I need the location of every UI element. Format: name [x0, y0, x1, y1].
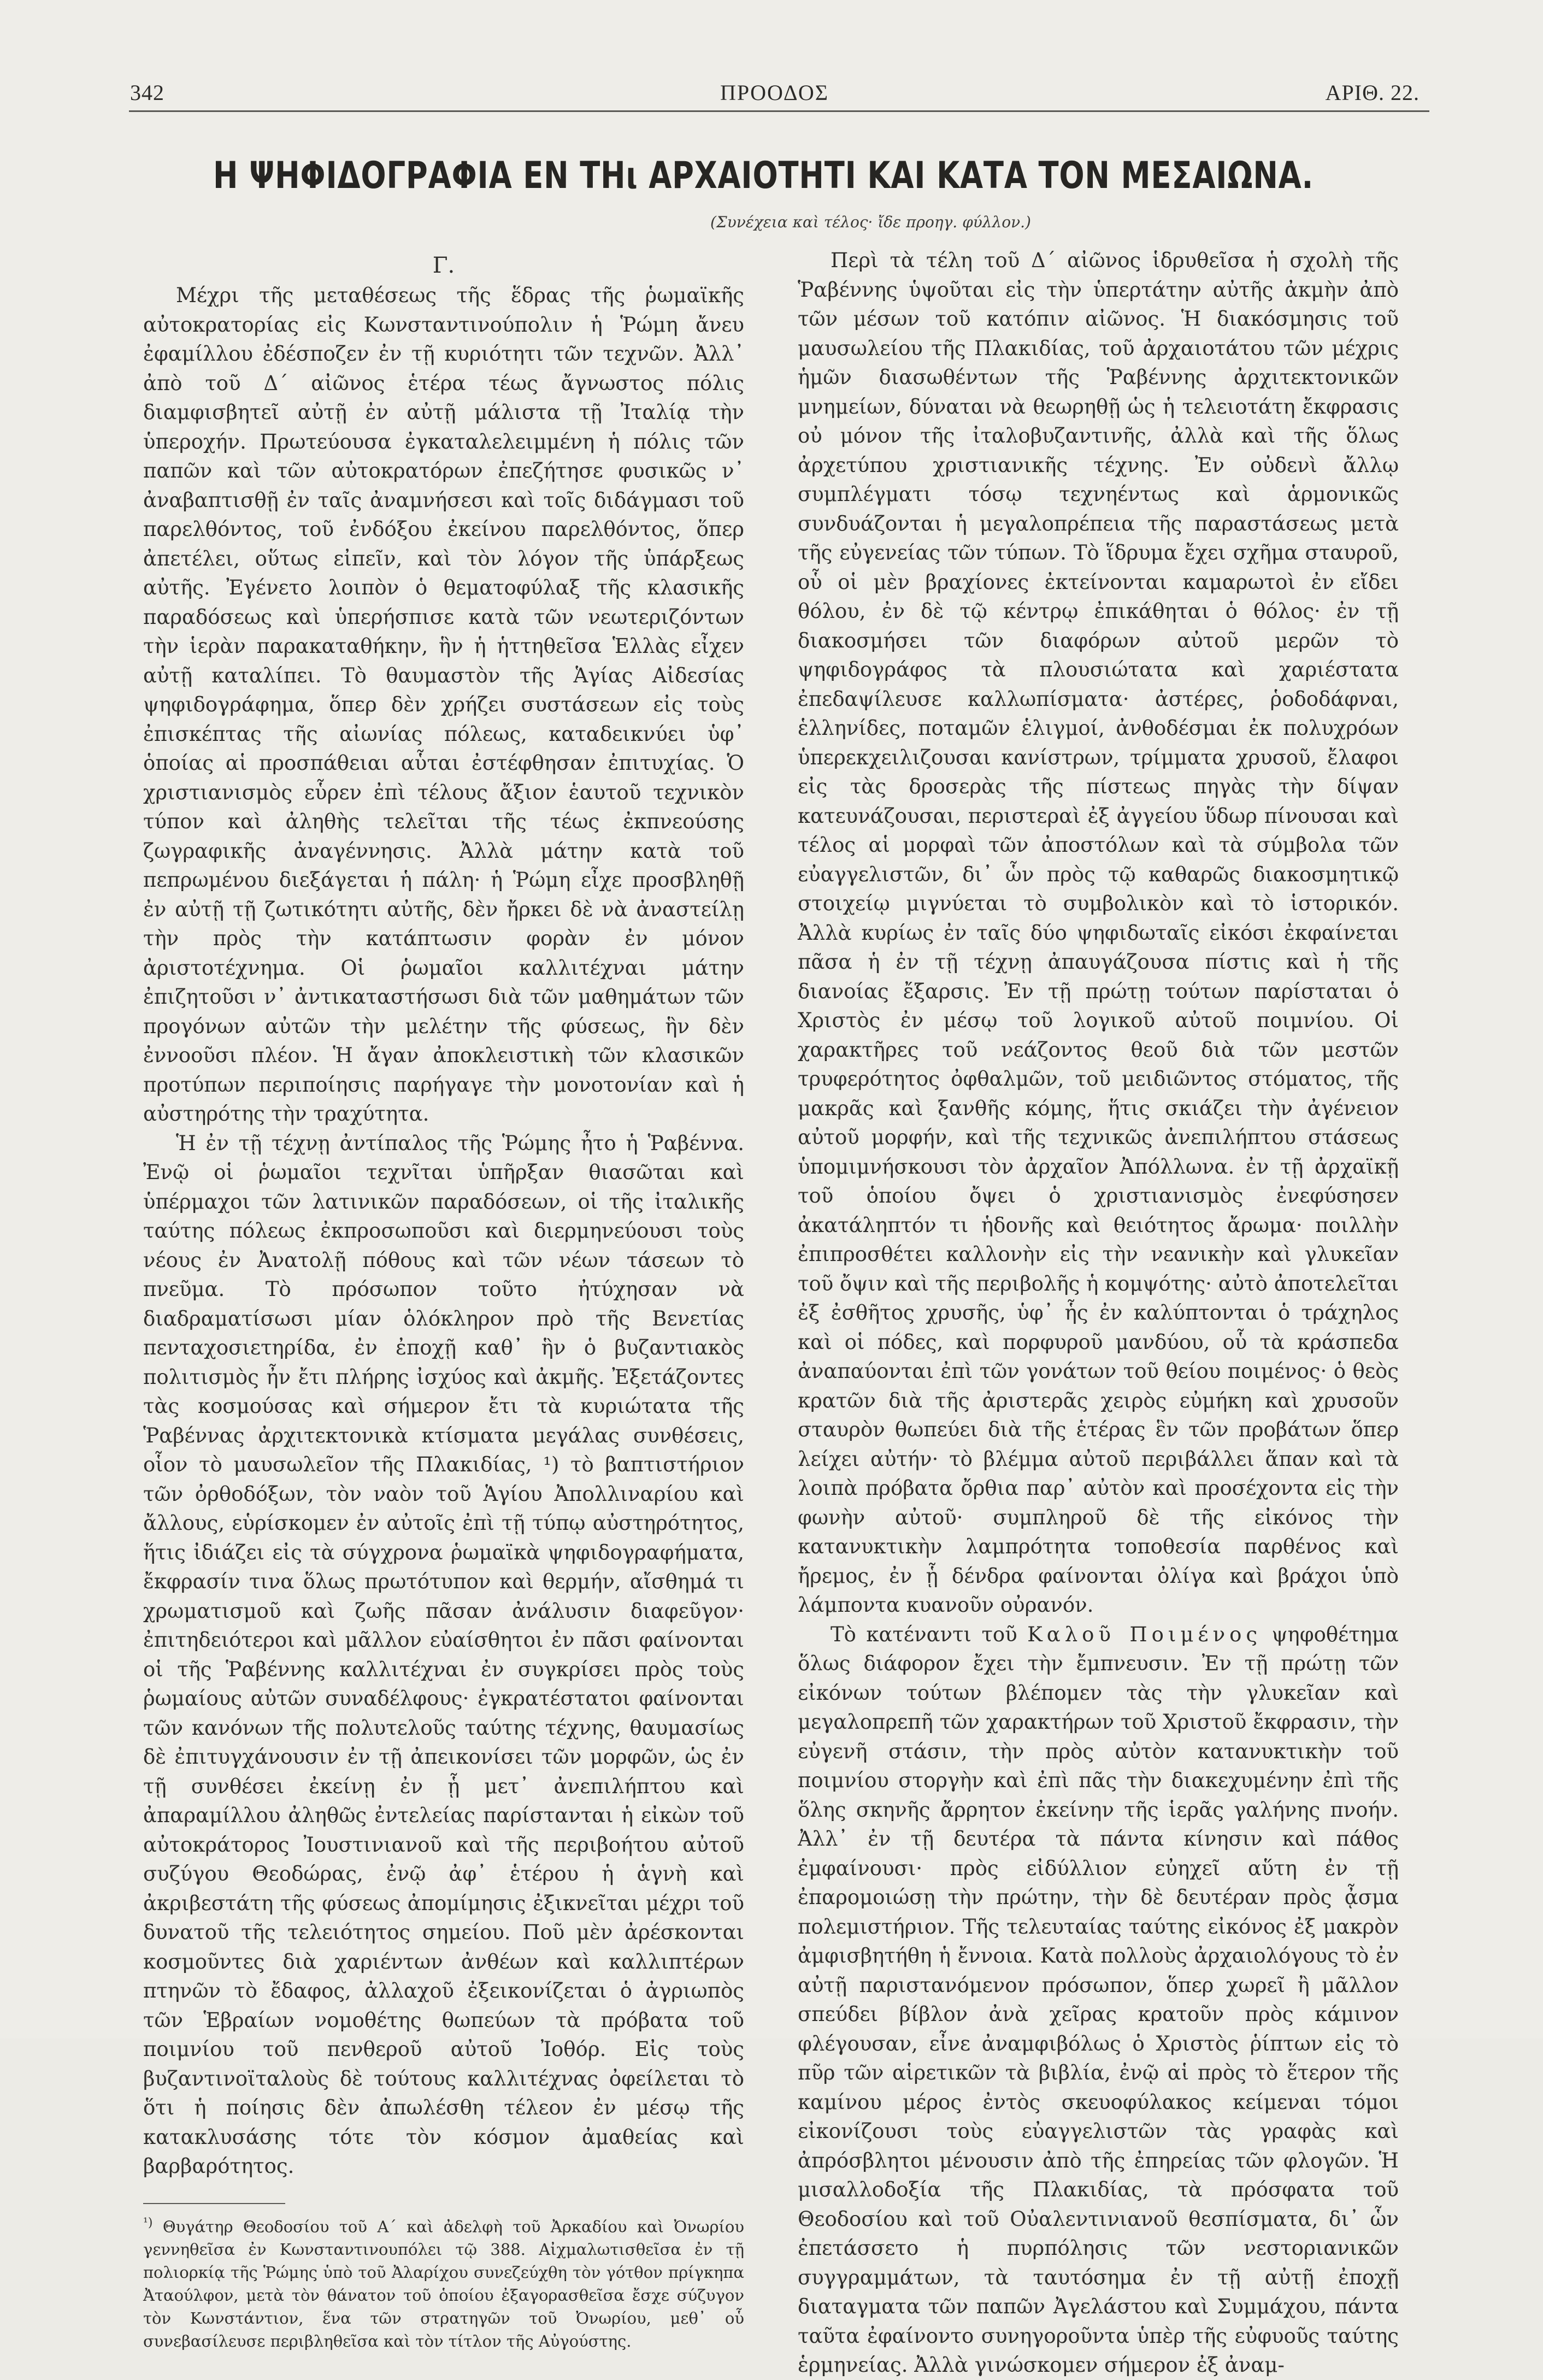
paragraph-part-a: Τὸ κατέναντι τοῦ — [831, 1622, 1028, 1646]
paragraph-kalou-poimenos — [798, 1620, 1399, 2380]
paragraph: Ἡ ἐν τῇ τέχνῃ ἀντίπαλος τῆς Ῥώμης ἦτο ἡ Ῥαβέννα. Ἐνῷ οἱ ῥωμαῖοι τεχνῖται ὑπῆρξαν θιασῶται καὶ ὑπέρμαχοι τῶν λατινικῶν παραδόσεων, οἱ τῆς ἰταλικῆς ταύτης πόλεως ἐκπροσωποῦσι καὶ διερμηνεύουσι τοὺς νέους ἐν Ἀνατολῇ πόθους καὶ τῶν νέων τάσεων τὸ πνεῦμα. Τὸ πρόσωπον τοῦτο ἠτύχησαν νὰ διαδραματίσωσι μίαν ὁλόκληρον πρὸ τῆς Βενετίας πενταχοσιετηρίδα, ἐν ἐποχῇ καθ᾽ ἣν ὁ βυζαντιακὸς πολιτισμὸς ἦν ἔτι πλήρης ἰσχύος καὶ ἀκμῆς. Ἐξετάζοντες τὰς κοσμούσας καὶ σήμερον ἔτι τὰ κυριώτατα τῆς Ῥαβέννας ἀρχιτεκτονικὰ κτίσματα μεγάλας συνθέσεις, οἷον τὸ μαυσωλεῖον τῆς Πλακιδίας, ¹) τὸ βαπτιστήριον τῶν ὀρθοδόξων, τὸν ναὸν τοῦ Ἁγίου Ἀπολλιναρίου καὶ ἄλλους, εὑρίσκομεν ἐν αὐτοῖς ἐπὶ τῇ τύπῳ αὐστηρότητος, ἥτις ἰδιάζει εἰς τὰ σύγχρονα ῥωμαϊκὰ ψηφιδογραφήματα, ἔκφρασίν τινα ὅλως πρωτότυπον καὶ θερμήν, αἴσθημά τι χρωματισμοῦ καὶ ζωῆς πᾶσαν ἀνάλυσιν διαφεῦγον· ἐπιτηδειότεροι καὶ μᾶλλον εὐαίσθητοι ἐν πᾶσι φαίνονται οἱ τῆς Ῥαβέννης καλλιτέχναι ἐν συγκρίσει πρὸς τοὺς ῥωμαίους αὐτῶν συναδέλφους· ἐγκρατέστατοι φαίνονται τῶν κανόνων τῆς πολυτελοῦς ταύτης τέχνης, θαυμασίως δὲ ἐπιτυγχάνουσιν ἐν τῇ ἀπεικονίσει τῶν μορφῶν, ὡς ἐν τῇ συνθέσει ἐκείνῃ ἐν ᾗ μετ᾽ ἀνεπιλήπτου καὶ ἀπαραμίλλου ἀληθῶς ἐντελείας παρίστανται ἡ εἰκὼν τοῦ αὐτοκράτορος Ἰουστινιανοῦ καὶ τῆς περιβοήτου αὐτοῦ συζύγου Θεοδώρας, ἐνῷ ἀφ᾽ ἑτέρου ἡ ἁγνὴ καὶ ἀκριβεστάτη τῆς φύσεως ἀπομίμησις ἐξικνεῖται μέχρι τοῦ δυνατοῦ τῆς τελειότητος σημείου. Ποῦ μὲν ἀρέσκονται κοσμοῦντες διὰ χαριέντων ἀνθέων καὶ καλλιπτέρων πτηνῶν τὸ ἔδαφος, ἀλλαχοῦ ἐξεικονίζεται ὁ ἀγριωπὸς τῶν Ἑβραίων νομοθέτης θωπεύων τὰ πρόβατα τοῦ ποιμνίου τοῦ πενθεροῦ αὐτοῦ Ἰοθόρ. Εἰς τοὺς βυζαντινοϊταλοὺς δὲ τούτους καλλιτέχνας ὀφείλεται τὸ ὅτι ἡ ποίησις δὲν ἀπωλέσθη τέλεον ἐν μέσῳ τῆς κατακλυσάσης τότε τὸν κόσμον ἀμαθείας καὶ βαρβαρότητος. — [143, 1131, 744, 2178]
footnote-rule — [143, 2203, 285, 2204]
footnote-text: Θυγάτηρ Θεοδοσίου τοῦ Α΄ καὶ ἀδελφὴ τοῦ Ἀρκαδίου καὶ Ὀνωρίου γεννηθεῖσα ἐν Κωνσταντινουπόλει τῷ 388. Αἰχμαλωτισθεῖσα ἐν τῇ πολιορκίᾳ τῆς Ῥώμης ὑπὸ τοῦ Ἀλαρίχου συνεζεύχθη τὸν γότθον πρίγκηπα Ἀταούλφον, μετὰ τὸν θάνατον τοῦ ὁποίου ἐξαγορασθεῖσα ἔσχε σύζυγον τὸν Κωνστάντιον, ἕνα τῶν στρατηγῶν τοῦ Ὀνωρίου, μεθ᾽ οὗ συνεβασίλευσε περιβληθεῖσα καὶ τὸν τίτλον τῆς Αὐγούστης. — [143, 2217, 744, 2351]
right-column — [798, 246, 1399, 2380]
spaced-phrase: Καλοῦ Ποιμένος — [1027, 1622, 1262, 1646]
section-mark: Γ. — [432, 253, 455, 278]
paragraph: Περὶ τὰ τέλη τοῦ Δ΄ αἰῶνος ἱδρυθεῖσα ἡ σχολὴ τῆς Ῥαβέννης ὑψοῦται εἰς τὴν ὑπερτάτην αὐτῆς ἀκμὴν ἀπὸ τῶν μέσων τοῦ κατόπιν αἰῶνος. Ἡ διακόσμησις τοῦ μαυσωλείου τῆς Πλακιδίας, τοῦ ἀρχαιοτάτου τῶν μέχρις ἡμῶν διασωθέντων τῆς Ῥαβέννης ἀρχιτεκτονικῶν μνημείων, δύναται νὰ θεωρηθῇ ὡς ἡ τελειοτάτη ἔκφρασις οὐ μόνον τῆς ἰταλοβυζαντινῆς, ἀλλὰ καὶ τῆς ὅλως ἀρχετύπου χριστιανικῆς τέχνης. Ἐν οὐδενὶ ἄλλῳ συμπλέγματι τόσῳ τεχνηέντως καὶ ἁρμονικῶς συνδυάζονται ἡ μεγαλοπρέπεια τῆς παραστάσεως μετὰ τῆς εὐγενείας τῶν τύπων. Τὸ ἵδρυμα ἔχει σχῆμα σταυροῦ, οὗ οἱ μὲν βραχίονες ἐκτείνονται καμαρωτοὶ ἐν εἴδει θόλου, ἐν δὲ τῷ κέντρῳ ἐπικάθηται ὁ θόλος· ἐν τῇ διακοσμήσει τῶν διαφόρων αὐτοῦ μερῶν τὸ ψηφιδογράφος τὰ πλουσιώτατα καὶ χαριέστατα ἐπεδαψίλευσε καλλωπίσματα· ἀστέρες, ῥοδοδάφναι, ἑλληνίδες, ποταμῶν ἑλιγμοί, ἀνθοδέσμαι ἐκ πολυχρόων ὑπερεκχειλιζουσαι κανίστρων, τρίμματα χρυσοῦ, ἔλαφοι εἰς τὰς δροσερὰς τῆς πίστεως πηγὰς τὴν δίψαν κατευνάζουσαι, περιστεραὶ ἐξ ἀγγείου ὕδωρ πίνουσαι καὶ τέλος αἱ μορφαὶ τῶν ἀποστόλων καὶ τὰ σύμβολα τῶν εὐαγγελιστῶν, δι᾽ ὧν πρὸς τῷ καθαρῶς διακοσμητικῷ στοιχείῳ μιγνύεται τὸ συμβολικὸν καὶ τὸ ἱστορικόν. Ἀλλὰ κυρίως ἐν ταῖς δύο ψηφιδωταῖς εἰκόσι ἐκφαίνεται πᾶσα ἡ ἐν τῇ τέχνῃ ἀπαυγάζουσα πίστις καὶ ἡ τῆς διανοίας ἔξαρσις. Ἐν τῇ πρώτῃ τούτων παρίσταται ὁ Χριστὸς ἐν μέσῳ τοῦ λογικοῦ αὐτοῦ ποιμνίου. Οἱ χαρακτῆρες τοῦ νεάζοντος θεοῦ διὰ τῶν μεστῶν τρυφερότητος ὀφθαλμῶν, τοῦ μειδιῶντος στόματος, τῆς μακρᾶς καὶ ξανθῆς κόμης, ἥτις σκιάζει τὴν ἀγένειον αὐτοῦ μορφήν, καὶ τῆς τεχνικῶς ἀνεπιλήπτου στάσεως ὑπομιμνήσκουσι τὸν ἀρχαῖον Ἀπόλλωνα. ἐν τῇ ἀρχαϊκῇ τοῦ ὁποίου ὄψει ὁ χριστιανισμὸς ἐνεφύσησεν ἀκατάληπτόν τι ἡδονῆς καὶ θειότητος ἄρωμα· ποιλλὴν ἐπιπροσθέτει καλλονὴν εἰς τὴν νεανικὴν καὶ γλυκεῖαν τοῦ ὄψιν καὶ τῆς περιβολῆς ἡ κομψότης· αὐτὸ ἀποτελεῖται ἐξ ἐσθῆτος χρυσῆς, ὑφ᾽ ἧς ἐν καλύπτονται ὁ τράχηλος καὶ οἱ πόδες, καὶ πορφυροῦ μανδύου, οὗ τὰ κράσπεδα ἀναπαύονται ἐπὶ τῶν γονάτων τοῦ θείου ποιμένος· ὁ θεὸς κρατῶν διὰ τῆς ἀριστερᾶς χειρὸς εὐμήκη καὶ χρυσοῦν σταυρὸν θωπεύει διὰ τῆς ἑτέρας ἓν τῶν προβάτων ὅπερ λείχει αὐτήν· τὸ βλέμμα αὐτοῦ περιβάλλει ἅπαν καὶ τὰ λοιπὰ πρόβατα ὄρθια παρ᾽ αὐτὸν καὶ προσέχοντα εἰς τὴν φωνὴν αὐτοῦ· συμπληροῦ δὲ τῆς εἰκόνος τὴν κατανυκτικὴν λαμπρότητα τοποθεσία παρθένος καὶ ἤρεμος, ἐν ᾗ δένδρα φαίνονται ὀλίγα καὶ βράχοι ὑπὸ λάμποντα κυανοῦν οὐρανόν. — [798, 249, 1399, 1617]
magazine-name: ΠΡΟΟΔΟΣ — [720, 80, 829, 105]
footnote — [143, 2212, 744, 2353]
paragraph-part-b: ψηφοθέτημα ὅλως διάφορον ἔχει τὴν ἔμπνευσιν. Ἐν τῇ πρώτῃ τῶν εἰκόνων τούτων βλέπομεν τὰς τὴν γλυκεῖαν καὶ μεγαλοπρεπῆ τῶν χαρακτήρων τοῦ Χριστοῦ ἔκφρασιν, τὴν εὐγενῆ στάσιν, τὴν πρὸς αὐτὸν κατανυκτικὴν τοῦ ποιμνίου στοργὴν καὶ ἐπὶ πᾶς τὴν διακεχυμένην ἐπὶ τῆς ὅλης σκηνῆς ἄρρητον ἐκείνην τῆς ἱερᾶς γαλήνης πνοήν. Ἀλλ᾽ ἐν τῇ δευτέρα τὰ πάντα κίνησιν καὶ πάθος ἐμφαίνουσι· πρὸς εἰδύλλιον εὐηχεῖ αὕτη ἐν τῇ ἐπαρομοιώσῃ τὴν πρώτην, τὴν δὲ δευτέραν πρὸς ᾆσμα πολεμιστήριον. Τῆς τελευταίας ταύτης εἰκόνος ἐξ μακρὸν ἀμφισβητήθη ἡ ἔννοια. Κατὰ πολλοὺς ἀρχαιολόγους τὸ ἐν αὐτῇ παριστανόμενον πρόσωπον, ὅπερ χωρεῖ ἢ μᾶλλον σπεύδει βίβλον ἀνὰ χεῖρας κρατοῦν πρὸς κάμινον φλέγουσαν, εἶνε ἀναμφιβόλως ὁ Χριστὸς ῥίπτων εἰς τὸ πῦρ τῶν αἱρετικῶν τὰ βιβλία, ἐνῷ αἱ πρὸς τὸ ἕτερον τῆς καμίνου μέρος ἐντὸς σκευοφύλακος κείμεναι τόμοι εἰκονίζουσι τοὺς εὐαγγελιστῶν τὰς γραφὰς καὶ ἀπρόσβλητοι μένουσιν ἀπὸ τῆς ἐπηρείας τῶν φλογῶν. Ἡ μισαλλοδοξία τῆς Πλακιδίας, τὰ πρόσφατα τοῦ Θεοδοσίου καὶ τοῦ Οὐαλεντινιανοῦ θεσπίσματα, δι᾽ ὧν ἐπετάσσετο ἡ πυρπόλησις τῶν νεστοριανικῶν συγγραμμάτων, τὰ ταυτόσημα ἐν τῇ αὐτῇ ἐποχῇ διαταγματα τῶν παπῶν Ἀγελάστου καὶ Συμμάχου, πάντα ταῦτα ἐφαίνοντο συνηγοροῦντα ὑπὲρ τῆς εὐφυοῦς ταύτης ἑρμηνείας. Ἀλλὰ γινώσκομεν σήμερον ἐξ ἀναμ- — [798, 1622, 1399, 2377]
header-rule — [129, 110, 1429, 112]
continuation-note: (Συνέχεια καὶ τέλος· ἴδε προηγ. φύλλον.) — [710, 213, 1031, 231]
paragraph: Μέχρι τῆς μεταθέσεως τῆς ἕδρας τῆς ῥωμαϊκῆς αὐτοκρατορίας εἰς Κωνσταντινούπολιν ἡ Ῥώμη ἄνευ ἐφαμίλλου ἐδέσποζεν ἐν τῇ κυριότητι τῶν τεχνῶν. Ἀλλ᾽ ἀπὸ τοῦ Δ΄ αἰῶνος ἑτέρα τέως ἄγνωστος πόλις διαμφισβητεῖ αὐτῇ ἐν αὐτῇ μάλιστα τῇ Ἰταλίᾳ τὴν ὑπεροχήν. Πρωτεύουσα ἐγκαταλελειμμένη ἡ πόλις τῶν παπῶν καὶ τῶν αὐτοκρατόρων ἐπεζήτησε φυσικῶς ν᾽ ἀναβαπτισθῇ ἐν ταῖς ἀναμνήσεσι καὶ τοῖς διδάγμασι τοῦ παρελθόντος, τοῦ ἐνδόξου ἐκείνου παρελθόντος, ὅπερ ἀπετέλει, οὕτως εἰπεῖν, καὶ τὸν λόγον τῆς ὑπάρξεως αὐτῆς. Ἐγένετο λοιπὸν ὁ θεματοφύλαξ τῆς κλασικῆς παραδόσεως καὶ ὑπερήσπισε κατὰ τῶν νεωτεριζόντων τὴν ἱερὰν παρακαταθήκην, ἣν ἡ ἡττηθεῖσα Ἑλλὰς εἶχεν αὐτῇ καταλίπει. Τὸ θαυμαστὸν τῆς Ἁγίας Αἰδεσίας ψηφιδογράφημα, ὅπερ δὲν χρήζει συστάσεων εἰς τοὺς ἐπισκέπτας τῆς αἰωνίας πόλεως, καταδεικνύει ὑφ᾽ ὁποίας αἱ προσπάθειαι αὗται ἐστέφθησαν ἐπιτυχίας. Ὁ χριστιανισμὸς εὗρεν ἐπὶ τέλους ἄξιον ἑαυτοῦ τεχνικὸν τύπον καὶ ἀληθὴς τελεῖται τῆς τέως ἐκπνεούσης ζωγραφικῆς ἀναγέννησις. Ἀλλὰ μάτην κατὰ τοῦ πεπρωμένου διεξάγεται ἡ πάλη· ἡ Ῥώμη εἶχε προσβληθῇ ἐν αὐτῇ τῇ ζωτικότητι αὐτῆς, δὲν ἤρκει δὲ νὰ ἀναστείλῃ τὴν πρὸς τὴν κατάπτωσιν φορὰν ἐν μόνον ἀριστοτέχνημα. Οἱ ῥωμαῖοι καλλιτέχναι μάτην ἐπιζητοῦσι ν᾽ ἀντικαταστήσωσι διὰ τῶν μαθημάτων τῶν προγόνων αὐτῶν τὴν μελέτην τῆς φύσεως, ἣν δὲν ἐννοοῦσι πλέον. Ἡ ἄγαν ἀποκλειστικὴ τῶν κλασικῶν προτύπων περιποίησις παρήγαγε τὴν μονοτονίαν καὶ ἡ αὐστηρότης τὴν τραχύτητα. — [143, 284, 744, 1126]
issue-number: ΑΡΙΘ. 22. — [1325, 80, 1420, 105]
footnote-marker: ¹) — [143, 2216, 153, 2230]
running-head — [130, 75, 1441, 108]
page-number: 342 — [130, 80, 164, 105]
left-column — [143, 251, 744, 2353]
article-title: Η ΨΗΦΙΔΟΓΡΑΦΙΑ ΕΝ ΤΗι ΑΡΧΑΙΟΤΗΤΙ ΚΑΙ ΚΑΤΑ ΤΟΝ ΜΕΣΑΙΩΝΑ. — [213, 154, 1314, 197]
